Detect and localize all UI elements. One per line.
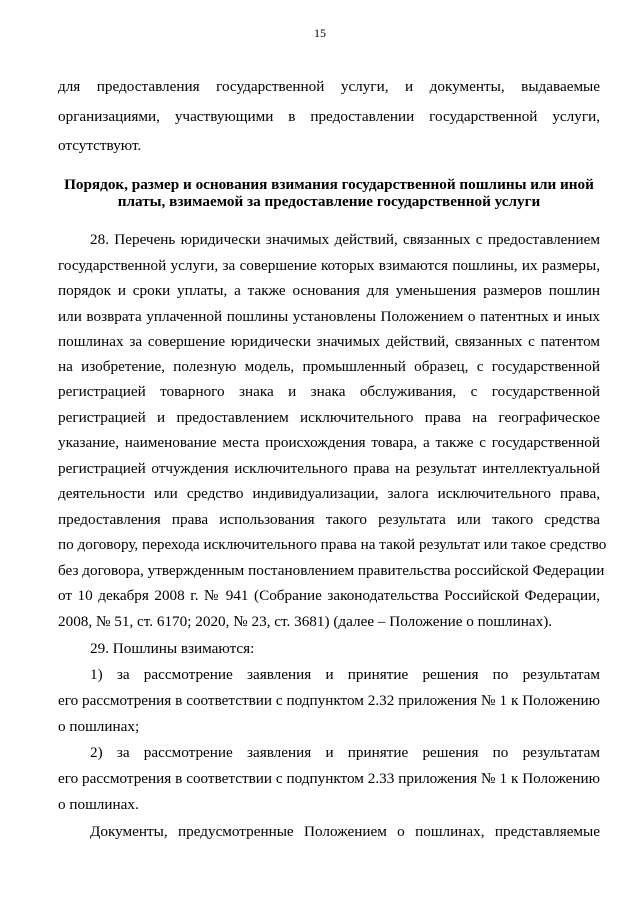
body-line: без договора, утвержденным постановлением правительства российской Федерации <box>58 562 605 579</box>
section-heading-line: Порядок, размер и основания взимания государственной пошлины или иной <box>64 176 594 193</box>
list-item-line: 2) за рассмотрение заявления и принятие решения по результатам <box>90 744 600 761</box>
body-line: регистрацией и предоставлением исключительного права на географическое <box>58 409 600 426</box>
body-line: деятельности или средство индивидуализации, залога исключительного права, <box>58 485 600 502</box>
list-item-line: 1) за рассмотрение заявления и принятие решения по результатам <box>90 666 600 683</box>
body-line: регистрацией отчуждения исключительного права на результат интеллектуальной <box>58 460 600 477</box>
body-line: порядок и сроки уплаты, а также основания для уменьшения размеров пошлин <box>58 282 600 299</box>
body-line: 29. Пошлины взимаются: <box>90 640 255 657</box>
body-line: по договору, перехода исключительного права на такой результат или такое средство <box>58 536 607 553</box>
body-line: или возврата уплаченной пошлины установлены Положением о патентных и иных <box>58 308 600 325</box>
body-line: указание, наименование места происхождения товара, а также с государственной <box>58 434 600 451</box>
body-line: 28. Перечень юридически значимых действий, связанных с предоставлением <box>90 231 600 248</box>
page-number: 15 <box>314 26 326 40</box>
body-line: предоставления права использования такого результата или такого средства <box>58 511 600 528</box>
body-line: от 10 декабря 2008 г. № 941 (Собрание законодательства Российской Федерации, <box>58 587 600 604</box>
list-item-line: его рассмотрения в соответствии с подпунктом 2.33 приложения № 1 к Положению <box>58 770 600 787</box>
body-line: на изобретение, полезную модель, промышленный образец, с государственной <box>58 358 600 375</box>
body-line: отсутствуют. <box>58 137 142 154</box>
body-line: государственной услуги, за совершение которых взимаются пошлины, их размеры, <box>58 257 600 274</box>
list-item-line: о пошлинах; <box>58 718 140 735</box>
body-line: для предоставления государственной услуги, и документы, выдаваемые <box>58 78 600 95</box>
body-line: пошлинах за совершение юридически значимых действий, связанных с патентом <box>58 333 600 350</box>
body-line: организациями, участвующими в предоставлении государственной услуги, <box>58 108 600 125</box>
body-line: регистрацией товарного знака и знака обслуживания, с государственной <box>58 383 600 400</box>
list-item-line: его рассмотрения в соответствии с подпунктом 2.32 приложения № 1 к Положению <box>58 692 600 709</box>
body-line: Документы, предусмотренные Положением о пошлинах, представляемые <box>90 823 600 840</box>
body-line: 2008, № 51, ст. 6170; 2020, № 23, ст. 3681) (далее – Положение о пошлинах). <box>58 613 553 630</box>
list-item-line: о пошлинах. <box>58 796 139 813</box>
section-heading-line: платы, взимаемой за предоставление государственной услуги <box>117 193 541 210</box>
